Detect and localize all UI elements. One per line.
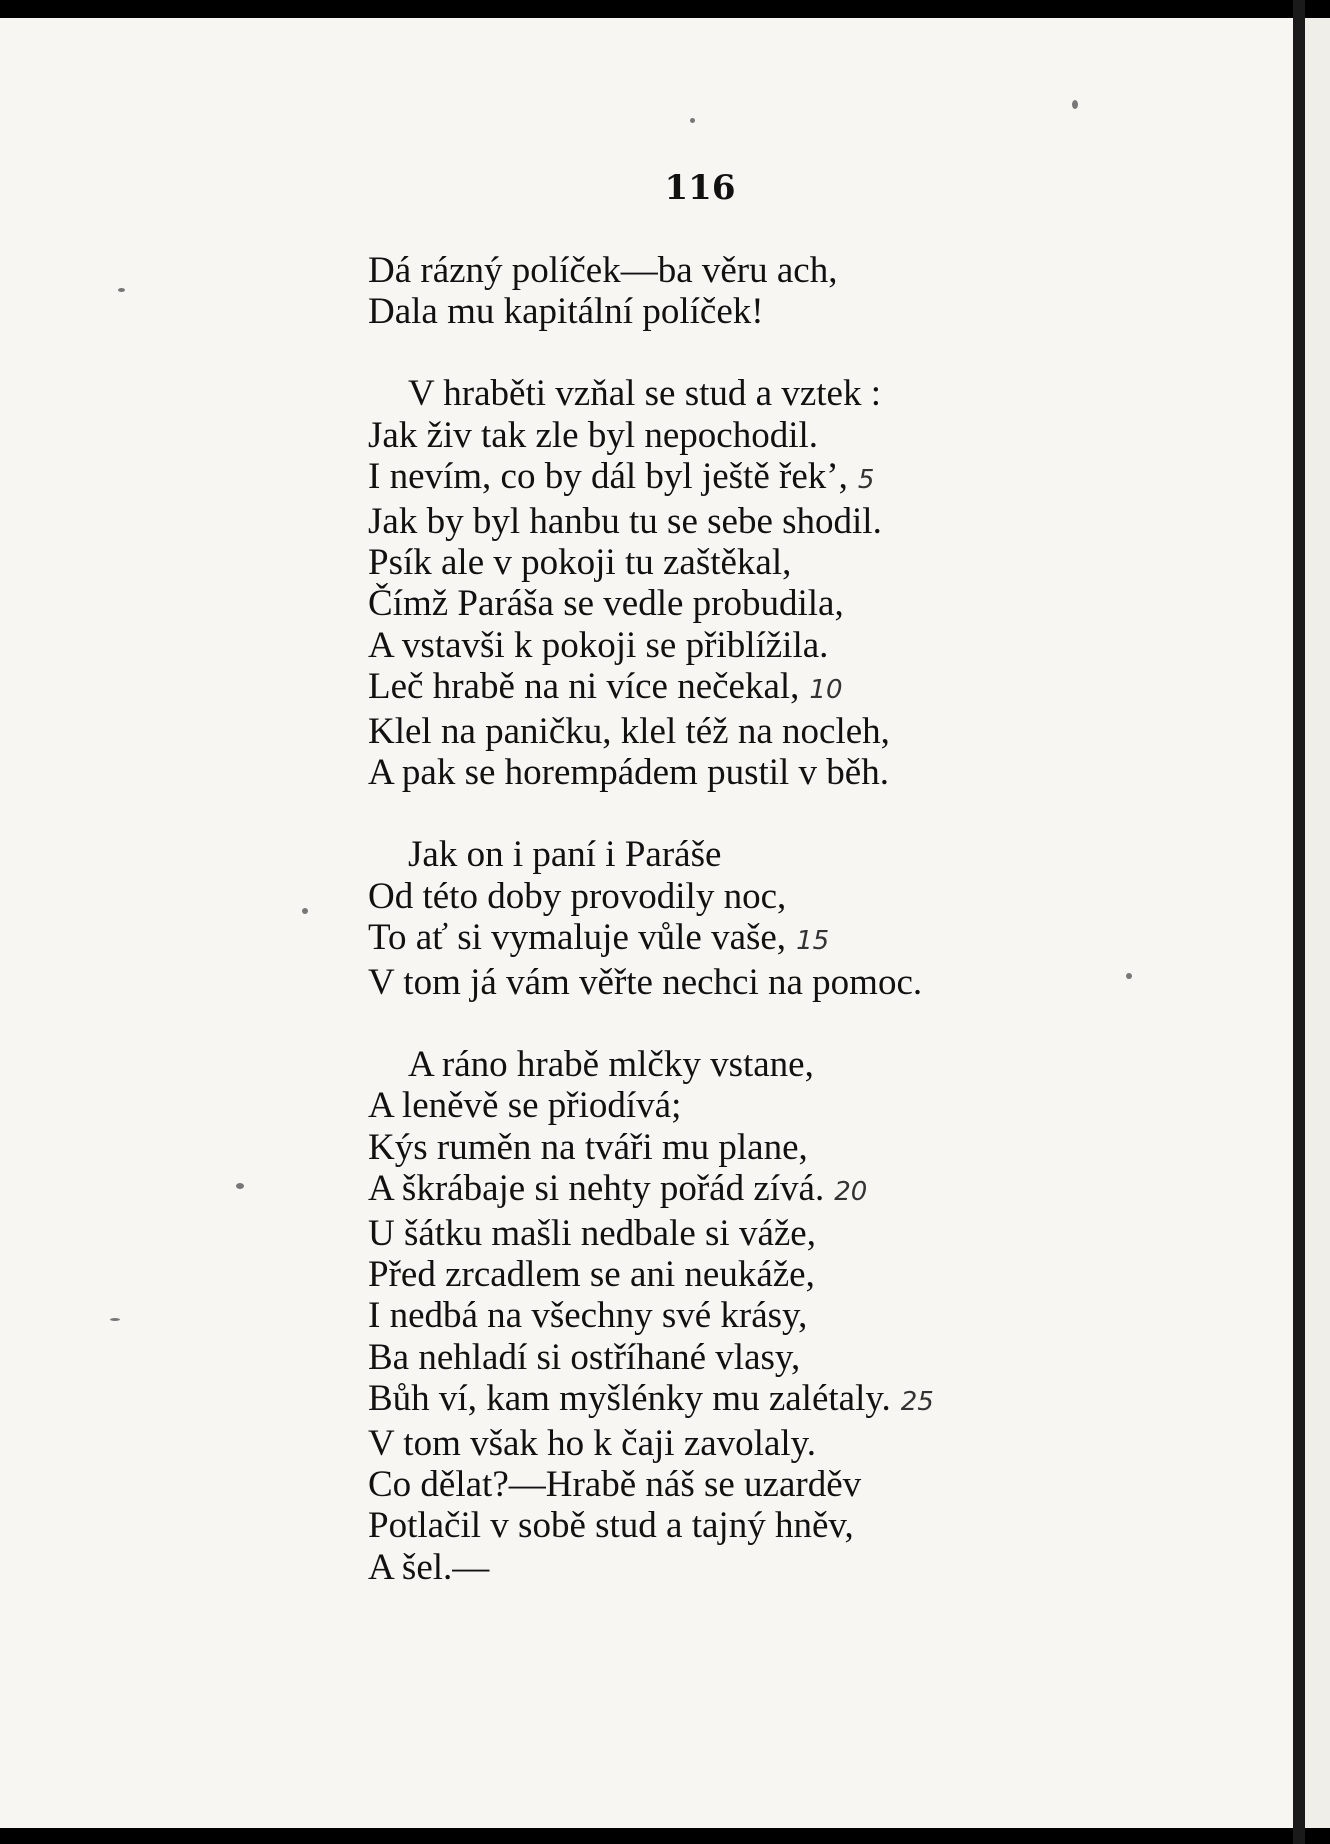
speck: [110, 1318, 120, 1321]
verse-line: [368, 415, 1128, 456]
verse-line: [368, 1254, 1128, 1295]
verse-line: [368, 542, 1128, 583]
verse-line: [368, 1337, 1128, 1378]
verse-line: [368, 501, 1128, 542]
verse-line: [368, 1423, 1128, 1464]
verse-text: Před zrcadlem se ani neukáže,: [368, 1254, 815, 1296]
verse-text: I nedbá na všechny své krásy,: [368, 1295, 808, 1337]
verse-line: [368, 876, 1128, 917]
verse-text: Čímž Paráša se vedle probudila,: [368, 583, 844, 625]
speck: [690, 118, 695, 123]
verse-text: Klel na paničku, klel též na nocleh,: [368, 711, 890, 753]
stanza: [368, 250, 1128, 332]
verse-text: V tom já vám věřte nechci na pomoc.: [368, 962, 923, 1004]
verse-line: [368, 752, 1128, 793]
verse-line: [368, 291, 1128, 332]
verse-line: [368, 1464, 1128, 1505]
verse-line: [368, 373, 1128, 414]
verse-text: Ba nehladí si ostříhané vlasy,: [368, 1336, 801, 1378]
verse-line: [368, 1295, 1128, 1336]
stanza: [368, 1044, 1128, 1588]
verse-text: Dá rázný políček—ba věru ach,: [368, 250, 838, 291]
page-edge-shadow: [1293, 0, 1305, 1844]
verse-line: [368, 666, 1128, 711]
verse-text: A leněvě se přiodívá;: [368, 1085, 682, 1127]
verse-line: [368, 1044, 1128, 1085]
speck: [1072, 100, 1078, 109]
verse-text: V hraběti vzňal se stud a vztek :: [408, 373, 881, 415]
verse-text: A škrábaje si nehty pořád zívá.: [368, 1167, 825, 1209]
poem-text: [368, 250, 1128, 1588]
verse-text: Psík ale v pokoji tu zaštěkal,: [368, 542, 792, 584]
verse-text: V tom však ho k čaji zavolaly.: [368, 1423, 817, 1465]
verse-line: [368, 456, 1128, 501]
verse-text: Od této doby provodily noc,: [368, 875, 787, 917]
verse-line: [368, 1505, 1128, 1546]
verse-text: Potlačil v sobě stud a tajný hněv,: [368, 1505, 854, 1547]
speck: [236, 1183, 244, 1189]
verse-text: A ráno hrabě mlčky vstane,: [408, 1044, 814, 1086]
verse-text: Bůh ví, kam myšlénky mu zalétaly.: [368, 1377, 891, 1419]
line-number-annotation: 25: [900, 1386, 934, 1417]
speck: [118, 288, 125, 292]
verse-line: [368, 625, 1128, 666]
verse-text: U šátku mašli nedbale si váže,: [368, 1213, 816, 1255]
verse-text: Co dělat?—Hrabě náš se uzarděv: [368, 1464, 862, 1506]
verse-line: [368, 1213, 1128, 1254]
verse-line: [368, 1378, 1128, 1423]
verse-text: Jak by byl hanbu tu se sebe shodil.: [368, 501, 882, 543]
stanza: [368, 373, 1128, 793]
verse-line: [368, 834, 1128, 875]
page-number: 116: [664, 168, 736, 208]
speck: [302, 908, 308, 914]
stanza: [368, 834, 1128, 1003]
verse-line: [368, 583, 1128, 624]
line-number-annotation: 20: [834, 1176, 868, 1207]
verse-text: I nevím, co by dál byl ještě řek’,: [368, 455, 848, 497]
verse-line: [368, 1168, 1128, 1213]
verse-line: [368, 962, 1128, 1003]
line-number-annotation: 5: [857, 464, 875, 495]
verse-text: Dala mu kapitální políček!: [368, 291, 764, 333]
verse-line: [368, 1127, 1128, 1168]
verse-text: Leč hrabě na ni více nečekal,: [368, 665, 800, 707]
verse-text: To ať si vymaluje vůle vaše,: [368, 916, 787, 958]
line-number-annotation: 15: [796, 925, 830, 956]
verse-text: Kýs ruměn na tváři mu plane,: [368, 1126, 808, 1168]
verse-text: Jak on i paní i Paráše: [408, 834, 722, 876]
adjacent-page-strip: [1305, 18, 1330, 1828]
verse-text: A vstavši k pokoji se přiblížila.: [368, 624, 829, 666]
verse-text: A pak se horempádem pustil v běh.: [368, 752, 889, 794]
verse-line: [368, 1085, 1128, 1126]
verse-line: [368, 711, 1128, 752]
line-number-annotation: 10: [809, 674, 843, 705]
verse-text: A šel.—: [368, 1546, 490, 1588]
verse-line: [368, 1547, 1128, 1588]
verse-line: [368, 917, 1128, 962]
verse-line: [368, 250, 1128, 291]
verse-text: Jak živ tak zle byl nepochodil.: [368, 414, 819, 456]
